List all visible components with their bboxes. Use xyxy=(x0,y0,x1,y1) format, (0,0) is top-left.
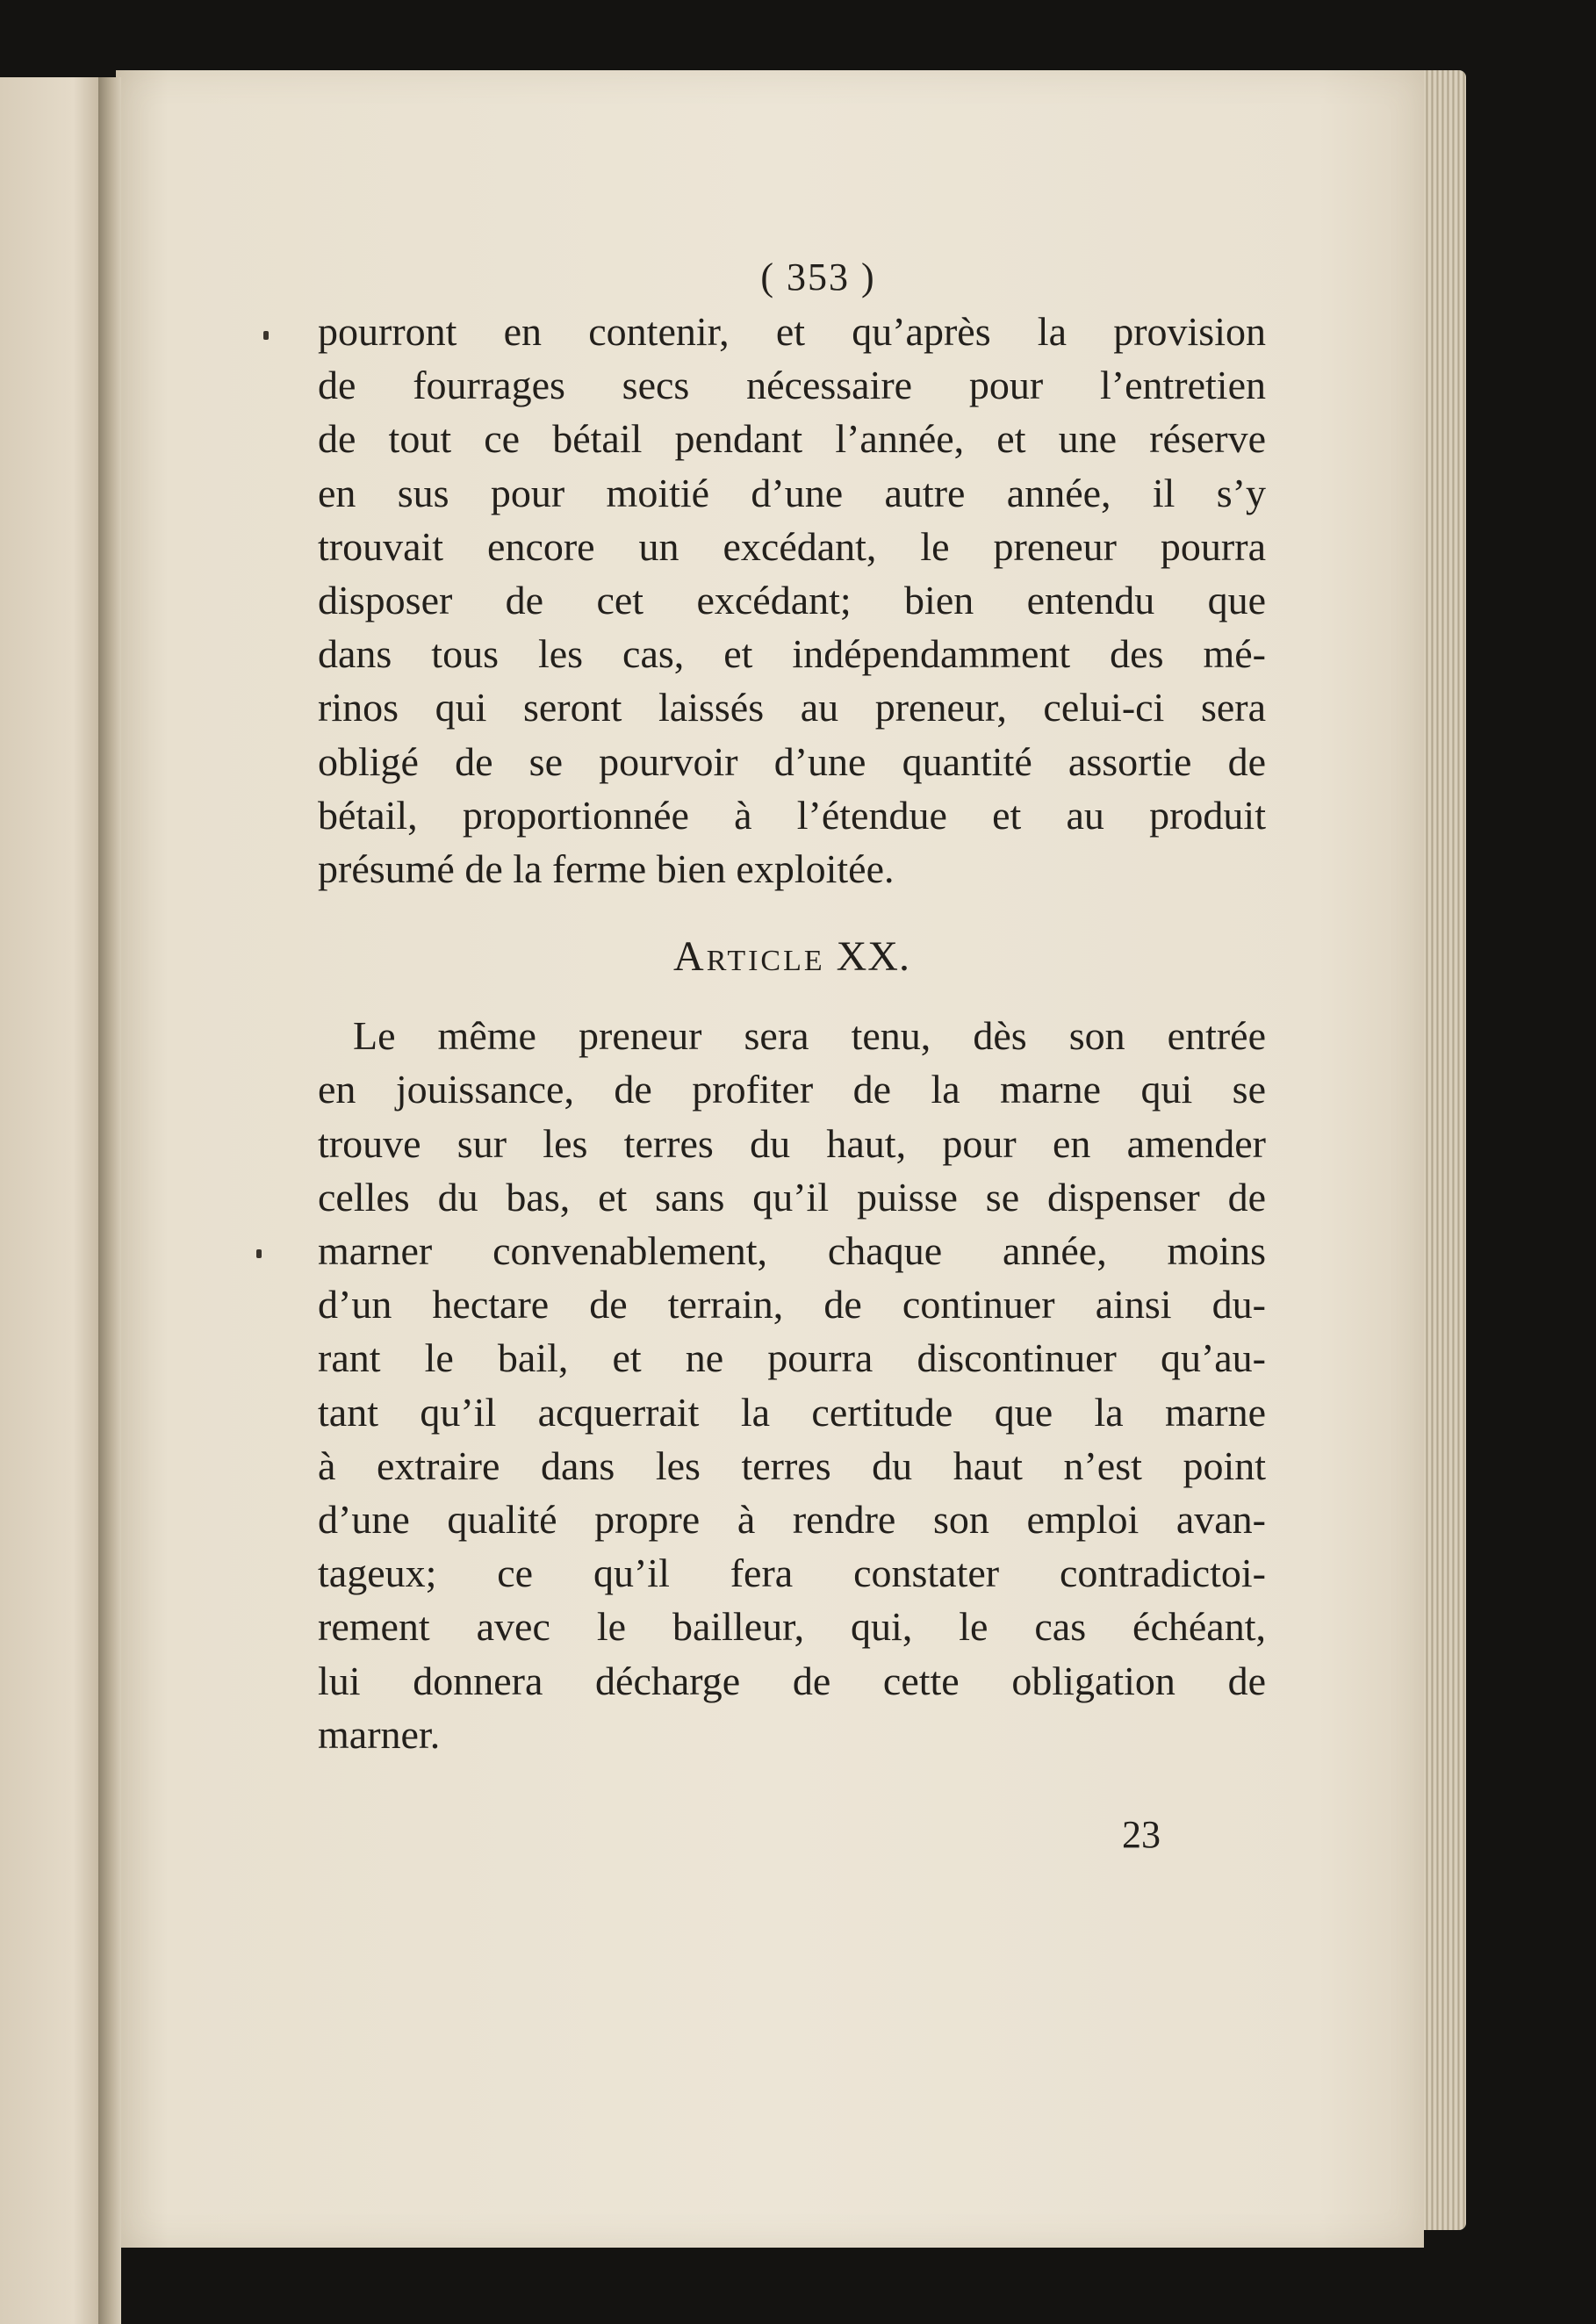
text-line: marner. xyxy=(318,1711,441,1757)
article-heading-word: Article xyxy=(673,933,825,981)
text-line: rement avec le bailleur, qui, le cas échéant, xyxy=(318,1604,1266,1650)
page-edges xyxy=(1418,70,1466,2230)
book-gutter xyxy=(98,77,121,2324)
article-heading xyxy=(318,932,1266,981)
text-line: d’un hectare de terrain, de continuer ainsi du- xyxy=(318,1282,1266,1327)
text-line: présumé de la ferme bien exploitée. xyxy=(318,846,895,892)
text-line: trouvait encore un excédant, le preneur pourra xyxy=(318,523,1266,569)
text-line: de tout ce bétail pendant l’année, et une réserve xyxy=(318,416,1266,462)
page-text-block xyxy=(318,255,1266,1857)
text-line: en sus pour moitié d’une autre année, il s’y xyxy=(318,470,1266,515)
text-line: d’une qualité propre à rendre son emploi avan- xyxy=(318,1497,1266,1543)
article-heading-number: XX. xyxy=(836,933,910,981)
text-line: de fourrages secs nécessaire pour l’entretien xyxy=(318,363,1266,408)
text-line: en jouissance, de profiter de la marne qui se xyxy=(318,1067,1266,1112)
text-line: dans tous les cas, et indépendamment des mé- xyxy=(318,631,1266,677)
text-line: disposer de cet excédant; bien entendu que xyxy=(318,578,1266,623)
text-line: obligé de se pourvoir d’une quantité assortie de xyxy=(318,738,1266,784)
text-line: pourront en contenir, et qu’après la provision xyxy=(318,309,1266,354)
text-line: rinos qui seront laissés au preneur, celui-ci sera xyxy=(318,685,1266,730)
text-line: rant le bail, et ne pourra discontinuer qu’au- xyxy=(318,1335,1266,1381)
text-line: celles du bas, et sans qu’il puisse se dispenser de xyxy=(318,1174,1266,1220)
margin-mark xyxy=(263,331,269,340)
text-line: bétail, proportionnée à l’étendue et au produit xyxy=(318,792,1266,838)
text-line: trouve sur les terres du haut, pour en amender xyxy=(318,1120,1266,1166)
text-line: Le même preneur sera tenu, dès son entrée xyxy=(353,1013,1266,1059)
text-line: marner convenablement, chaque année, moins xyxy=(318,1228,1266,1274)
right-page xyxy=(116,70,1424,2248)
text-line: tant qu’il acquerrait la certitude que la marne xyxy=(318,1389,1266,1435)
signature-mark: 23 xyxy=(1122,1813,1161,1857)
text-line: lui donnera décharge de cette obligation de xyxy=(318,1658,1266,1703)
margin-mark xyxy=(256,1249,262,1258)
paragraph-2 xyxy=(318,1009,1266,1761)
text-line: tageux; ce qu’il fera constater contradictoi- xyxy=(318,1551,1266,1596)
paragraph-1 xyxy=(318,305,1266,896)
page-number-header: ( 353 ) xyxy=(760,255,876,299)
text-line: à extraire dans les terres du haut n’est point xyxy=(318,1443,1266,1488)
left-facing-page xyxy=(0,77,105,2324)
